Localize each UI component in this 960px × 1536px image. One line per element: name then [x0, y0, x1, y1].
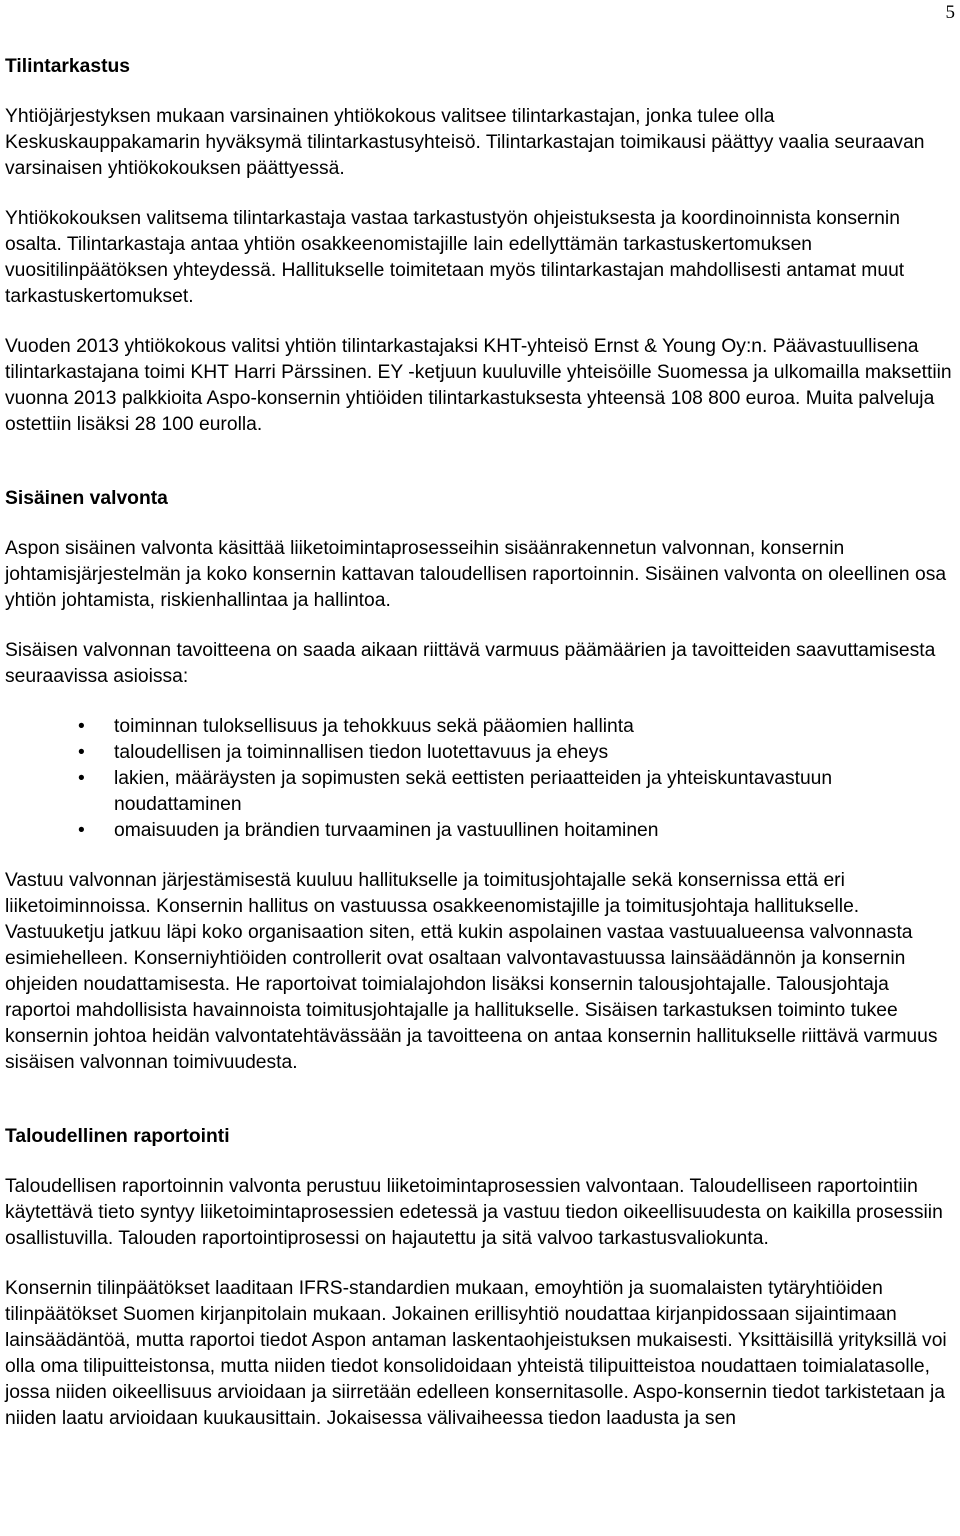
list-item-text: taloudellisen ja toiminnallisen tiedon luotettavuus ja eheys	[114, 742, 609, 763]
paragraph: Aspon sisäinen valvonta käsittää liiketoimintaprosesseihin sisäänrakennetun valvonnan, konsernin johtamisjärjestelmän ja koko konsernin kattavan taloudellisen raportoinnin. Sisäinen valvonta on oleellinen osa yhtiön johtamista, riskienhallintaa ja hallintoa.	[5, 538, 947, 611]
bullet-icon: •	[78, 820, 85, 841]
paragraph: Konsernin tilinpäätökset laaditaan IFRS-standardien mukaan, emoyhtiön ja suomalaisten tytäryhtiöiden tilinpäätökset Suomen kirjanpitolain mukaan. Jokainen erillisyhtiö noudattaa kirjanpidossaan sijaintimaan lainsäädäntöä, mutta raportoi tiedot Aspon antaman laskentaohjeistuksen mukaisesti. Yksittäisillä yrityksillä voi olla oma tilipuitteistonsa, mutta niiden tiedot konsolidoidaan yhteistä tilipuitteistoa noudattaen toimialatasolle, jossa niiden oikeellisuus arvioidaan ja siirretään edelleen konsernitasolle. Aspo-konsernin tiedot tarkistetaan ja niiden laatu arvioidaan kuukausittain. Jokaisessa välivaiheessa tiedon laadusta ja sen	[5, 1278, 947, 1429]
bullet-icon: •	[78, 768, 85, 789]
list-item	[5, 818, 957, 844]
document-body	[5, 54, 957, 1456]
list-item	[5, 714, 957, 740]
page-number: 5	[945, 2, 955, 23]
paragraph: Yhtiökokouksen valitsema tilintarkastaja vastaa tarkastustyön ohjeistuksesta ja koordinoinnista konsernin osalta. Tilintarkastaja antaa yhtiön osakkeenomistajille lain edellyttämän tarkastuskertomuksen vuositilinpäätöksen yhteydessä. Hallitukselle toimitetaan myös tilintarkastajan mahdollisesti antamat muut tarkastuskertomukset.	[5, 208, 905, 307]
list-item-text: omaisuuden ja brändien turvaaminen ja vastuullinen hoitaminen	[114, 820, 659, 841]
paragraph: Vuoden 2013 yhtiökokous valitsi yhtiön tilintarkastajaksi KHT-yhteisö Ernst & Young Oy:n. Päävastuullisena tilintarkastajana toimi KHT Harri Pärssinen. EY -ketjuun kuuluville yhteisöille Suomessa ja ulkomailla maksettiin vuonna 2013 palkkioita Aspo-konsernin yhtiöiden tilintarkastuksesta yhteensä 108 800 euroa. Muita palveluja ostettiin lisäksi 28 100 eurolla.	[5, 336, 952, 435]
paragraph: Sisäisen valvonnan tavoitteena on saada aikaan riittävä varmuus päämäärien ja tavoitteiden saavuttamisesta seuraavissa asioissa:	[5, 640, 936, 687]
bullet-icon: •	[78, 742, 85, 763]
section-heading-sisainen-valvonta: Sisäinen valvonta	[5, 488, 168, 509]
list-item	[5, 740, 957, 766]
section-spacer	[5, 1100, 957, 1124]
bullet-icon: •	[78, 716, 85, 737]
section-spacer	[5, 462, 957, 486]
paragraph: Vastuu valvonnan järjestämisestä kuuluu hallitukselle ja toimitusjohtajalle sekä konsernissa että eri liiketoiminnoissa. Konsernin hallitus on vastuussa osakkeenomistajille ja toimitusjohtaja hallitukselle. Vastuuketju jatkuu läpi koko organisaation siten, että kukin aspolainen vastaa vastuualueensa valvonnasta esimiehelleen. Konserniyhtiöiden controllerit ovat osaltaan valvontavastuussa lainsäädännön ja konsernin ohjeiden noudattamisesta. He raportoivat toimialajohdon lisäksi konsernin talousjohtajalle. Talousjohtaja raportoi mahdollisista havainnoista toimitusjohtajalle ja hallitukselle. Sisäisen tarkastuksen toiminto tukee konsernin johtoa heidän valvontatehtävässään ja tavoitteena on antaa konsernin hallitukselle riittävä varmuus sisäisen valvonnan toimivuudesta.	[5, 870, 938, 1073]
list-item	[5, 766, 957, 818]
objectives-list	[5, 714, 957, 844]
section-heading-tilintarkastus: Tilintarkastus	[5, 56, 131, 77]
paragraph: Taloudellisen raportoinnin valvonta perustuu liiketoimintaprosessien valvontaan. Taloudelliseen raportointiin käytettävä tieto syntyy liiketoimintaprosessien edetessä ja vastuu tiedon oikeellisuudesta on kaikilla prosessiin osallistuvilla. Talouden raportointiprosessi on hajautettu ja sitä valvoo tarkastusvaliokunta.	[5, 1176, 943, 1249]
list-item-text: toiminnan tuloksellisuus ja tehokkuus sekä pääomien hallinta	[114, 716, 634, 737]
section-heading-taloudellinen-raportointi: Taloudellinen raportointi	[5, 1126, 230, 1147]
list-item-text: lakien, määräysten ja sopimusten sekä eettisten periaatteiden ja yhteiskuntavastuun noudattaminen	[114, 768, 833, 815]
paragraph: Yhtiöjärjestyksen mukaan varsinainen yhtiökokous valitsee tilintarkastajan, jonka tulee olla Keskuskauppakamarin hyväksymä tilintarkastusyhteisö. Tilintarkastajan toimikausi päättyy vaalia seuraavan varsinaisen yhtiökokouksen päättyessä.	[5, 106, 925, 179]
